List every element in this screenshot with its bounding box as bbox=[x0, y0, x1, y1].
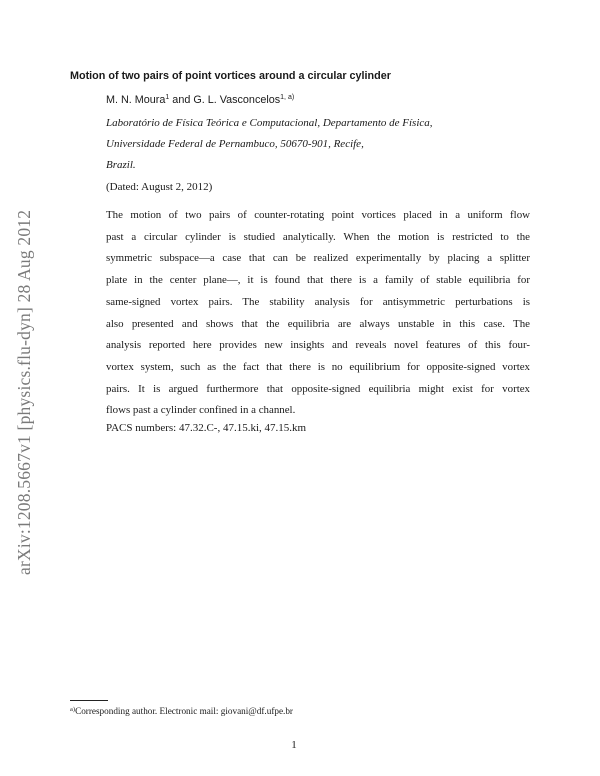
date-line: (Dated: August 2, 2012) bbox=[106, 181, 213, 193]
arxiv-identifier: arXiv:1208.5667v1 [physics.flu-dyn] 28 Aug 2012 bbox=[14, 209, 34, 575]
author-name: G. L. Vasconcelos bbox=[193, 94, 281, 106]
abstract-line: vortex system, such as the fact that there is no equilibrium for opposite-signed vortex bbox=[106, 360, 530, 373]
abstract-line: same-signed vortex pairs. The stability analysis for antisymmetric perturbations is bbox=[106, 295, 530, 308]
affiliation bbox=[106, 113, 436, 176]
abstract-line: symmetric subspace—a case that can be realized experimentally by placing a splitter bbox=[106, 252, 530, 265]
abstract-line: The motion of two pairs of counter-rotating point vortices placed in a uniform flow bbox=[106, 209, 530, 221]
abstract-line: past a circular cylinder is studied analytically. When the motion is restricted to the bbox=[106, 230, 530, 243]
abstract-line: pairs. It is argued furthermore that opposite-signed equilibria might exist for vortex bbox=[106, 382, 530, 395]
abstract-line: flows past a cylinder confined in a channel. bbox=[106, 404, 296, 417]
page-number: 1 bbox=[291, 739, 297, 751]
author-affiliation-mark: 1 bbox=[165, 94, 170, 101]
pacs-numbers: PACS numbers: 47.32.C-, 47.15.ki, 47.15.km bbox=[106, 422, 307, 434]
affiliation-line: Universidade Federal de Pernambuco, 50670-901, Recife, bbox=[106, 138, 364, 150]
footnote-mark: a) bbox=[70, 706, 76, 713]
abstract bbox=[106, 205, 530, 422]
abstract-line: plate in the center plane—, it is found that there is a family of stable equilibria for bbox=[106, 274, 530, 287]
footnote-text: Corresponding author. Electronic mail: giovani@df.ufpe.br bbox=[75, 706, 293, 716]
abstract-line: analysis reported here provides new insights and reveals novel features of this four- bbox=[106, 339, 530, 352]
footnote-rule bbox=[70, 700, 108, 701]
author-affiliation-mark: 1, a) bbox=[280, 94, 295, 101]
paper-title: Motion of two pairs of point vortices around a circular cylinder bbox=[70, 70, 391, 82]
abstract-line: also presented and shows that the equilibria are always unstable in this case. The bbox=[106, 317, 530, 330]
author-connector: and bbox=[169, 94, 194, 106]
author-list bbox=[106, 94, 294, 106]
author-name: M. N. Moura bbox=[106, 94, 166, 106]
affiliation-line: Brazil. bbox=[106, 159, 136, 171]
footnote bbox=[70, 706, 293, 716]
affiliation-line: Laboratório de Física Teórica e Computacional, Departamento de Física, bbox=[106, 117, 433, 129]
